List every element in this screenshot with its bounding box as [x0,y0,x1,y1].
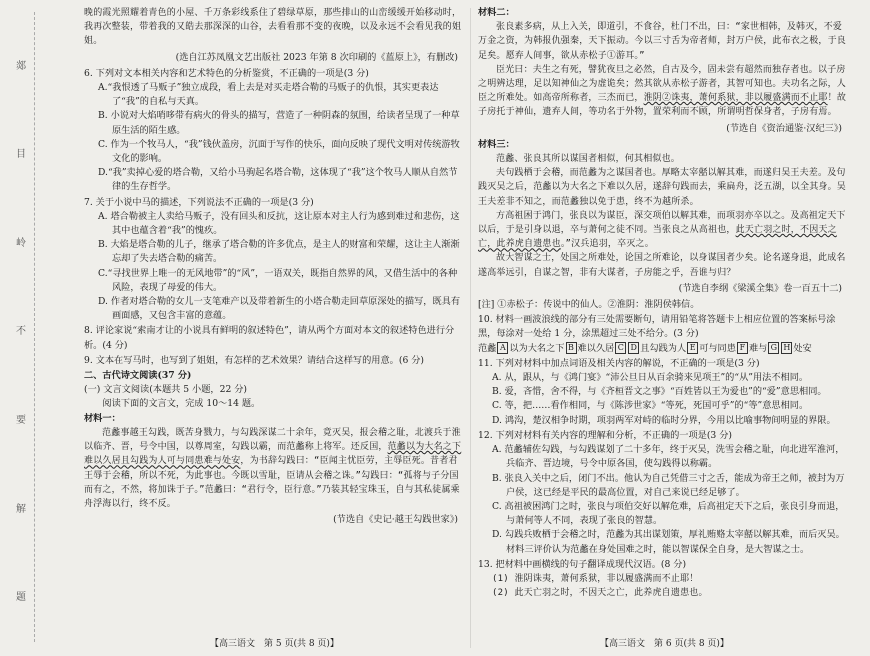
q7-option-a: A. 塔合勒被主人卖给马贩子，没有回头和反抗，这让原本对主人行为感到难过和悲伤，这其中也蕴含着“我”的愧疚。 [98,210,460,237]
q13-item-1: (1) 淮阴诛夷，萧何系狱，非以履盛满而不止耶！ [492,573,699,584]
q7-option-b: B. 大焰是塔合勒的儿子，继承了塔合勒的许多优点，是主人的财富和荣耀，这让主人渐渐忘却了失去塔合勒的痛苦。 [98,239,460,265]
story-ending: 晚的霞光照耀着青色的小屋、千万条彩线系住了碧绿草原，那些排山的山峦缓缓开始移动时，我再次整装，带着我的又皓去那深深的山谷，去看看那不变的夜晚，以及永远不会看见我的姐姐。 [84,8,462,47]
material-2-text-a: 张良素多病，从上入关，即道引，不食谷，杜门不出，曰：“家世相韩，及韩灭，不爱万金之资，为韩报仇强秦，天下振动。今以三寸舌为帝者师，封万户侯，此布衣之极，于良足矣。愿弃人间事，欲从赤松子①游耳。” [478,22,847,61]
q6-option-b: B. 小说对大焰哨哆带有病火的骨头的描写，营造了一种阴森的氛围，给读者呈现了一种草原生活的陌生感。 [98,110,460,136]
right-page [478,6,848,600]
q10-seg: 难以久居 [577,342,615,354]
question-6: 6. 下列对文本相关内容和艺术特色的分析鉴赏，不正确的一项是(3 分) [84,67,369,79]
q6-option-a: A.“我恨透了马贩子”独立成段，看上去是对买走塔合勒的马贩子的仇恨，其实更表达了“我”的自私与天真。 [98,82,439,108]
material-3-text-c [478,209,848,252]
q11-option-a: A. 从，跟从，与《鸿门宴》“沛公旦日从百余骑来见项王”的“从”用法不相同。 [492,372,809,384]
margin-char: 岭 [16,237,26,249]
right-page-footer: 【高三语文 第 6 页(共 8 页)】 [600,639,729,649]
material-2-source: (节选自《资治通鉴·汉纪三》) [726,122,842,134]
q13-item-2: (2) 此天亡羽之时，不因天之亡，此养虎自遗患也。 [492,588,708,599]
q12-option-d: D. 勾践兵败栖于会稽之时，范蠡为其出谋划策，厚礼贿赂太宰嚭以解其难，而后灭吴。材料三评价认为范蠡在身处国难之时，能以智谋保全自身，是大智谋之士。 [492,529,845,555]
material-3-text-a: 范蠡、张良其所以谋国者相似，何其相似也。 [496,154,681,165]
material-2-part-b: 臣光曰：夫生之有死，譬犹夜旦之必然，自古及今，固未尝有超然而独存者也。以子房之明辨达理，足以知神仙之为虚诡矣；然其欲从赤松子游者，其智可知也。夫功名之际，人臣之所难处。如高帝所称者，三杰而已， [478,64,847,104]
break-box-c[interactable]: C [615,342,626,354]
q10-seg: 以为大名之下 [509,342,565,354]
material-1-label: 材料一： [84,412,121,424]
break-box-g[interactable]: G [768,342,779,354]
margin-char: 题 [16,592,26,604]
material-2-label: 材料二： [478,7,515,18]
q10-seg: 可与同患 [699,342,736,354]
section-heading: 二、古代诗文阅读(37 分) [84,370,192,382]
q6-option-c: C. 作为一个牧马人，“我”钱伙盖房，沉面于写作的快乐，面向反映了现代文明对传统游牧文化的影响。 [98,138,460,165]
q10-seg: 且勾践为人 [640,342,687,354]
q12-option-b: B. 张良入关中之后，闭门不出。他认为自己凭借三寸之舌，能成为帝王之师，被封为万户侯，这已经是平民的最高位置，对自己来说已经足够了。 [492,472,845,498]
material-1-source: (节选自《史记·越王勾践世家》) [333,514,458,526]
q7-option-d: D. 作者对塔合勒的女儿一支笔难产以及带着新生的小塔合勒走回草原深处的描写，既具有画面感，又包含丰富的意蕴。 [98,296,461,322]
q10-sentence [478,342,848,356]
material-1-part-b: ，为书辞勾践曰：“臣闻主忧臣劳，主辱臣死。昔者君王辱于会稽，所以不死，为此事也。今既以雪耻，臣请从会稽之诛。”勾践曰：“孤将与子分国而有之，不然，将加诛于子。”范蠡曰：“君行令，臣行意。”乃装其轻宝珠玉，自与其私徒属乘舟浮海以行，终不反。 [84,456,460,509]
material-3-underline: 此天亡羽之时，不因天之亡，此养虎自遗患也 [478,225,837,250]
margin-char: 郯 [16,60,26,72]
question-10: 10. 材料一画波浪线的部分有三处需要断句，请用铅笔将答题卡上相应位置的答案标号涂黑，每涂对一处给 1 分，涂黑超过三处不给分。(3 分) [478,314,836,340]
q11-option-c: C. 等，把……看作相同，与《陈涉世家》“等死，死国可乎”的“等”意思相同。 [492,400,809,412]
page-divider [470,8,471,648]
q12-option-c: C. 高祖被困鸿门之时，张良与项伯交好以解危难，后高祖定天下之后，张良引身而退，与萧何等人不同，表现了张良的智慧。 [492,500,845,527]
question-8: 8. 评论家说“索南才让的小说具有鲜明的叙述特色”，请从两个方面对本文的叙述特色进行分析。(4 分) [84,325,455,351]
q7-option-c: C.“寻找世界上唯一的无风地带”的“风”，一语双关，既指自然界的风，又借生活中的各种风险，表现了母爱的伟大。 [98,267,458,293]
reading-instruction: 阅读下面的文言文，完成 10～14 题。 [102,398,261,410]
material-3-label: 材料三： [478,138,515,150]
left-page-footer: 【高三语文 第 5 页(共 8 页)】 [210,639,339,649]
material-3-text-e: 故大智谋之士，处国之所难处，论国之所难论，以身谋国者少矣。论名遂身退，此成名遂高举远引，自谋之智，非有大谋者，子房能之乎，吾谁与归？ [478,253,846,278]
q10-seg: 难与 [748,342,768,354]
binding-margin [12,20,30,640]
q10-seg: 范蠡 [478,342,497,354]
material-1-wavy-line: 范蠡以为大名之下难以久居且勾践为人可与同患难与处安 [84,442,462,467]
material-3-source: (节选自李纲《梁溪全集》卷一百五十二) [678,282,842,294]
margin-char: 要 [16,415,26,427]
q11-option-d: D. 鸿沟，楚汉相争时期，项羽两军对峙的临时分界，今用以比喻事物间明显的界限。 [492,414,836,426]
material-1-text [84,426,464,511]
question-12: 12. 下列对材料有关内容的理解和分析，不正确的一项是(3 分) [478,429,732,441]
question-13: 13. 把材料中画横线的句子翻译成现代汉语。(8 分) [478,558,687,570]
break-box-d[interactable]: D [628,342,639,354]
q6-option-d: D.“我”卖掉心爱的塔合勒，又给小马驹起名塔合勒，这体现了“我”这个牧马人顺从自然节律的生存哲学。 [98,167,458,193]
question-11: 11. 下列对材料中加点词语及相关内容的解说，不正确的一项是(3 分) [478,357,760,369]
subsection-heading: (一) 文言文阅读(本题共 5 小题，22 分) [84,384,247,396]
break-box-b[interactable]: B [566,342,577,354]
material-2-part-c: ！故子房托于神仙，遗弃人间，等功名于外物，置荣利而不顾，所谓明哲保身者，子房有焉。 [478,93,847,118]
break-box-h[interactable]: H [781,342,792,354]
question-7: 7. 关于小说中马的描述，下列说法不正确的一项是(3 分) [84,196,314,208]
material-2-text-b [478,63,848,120]
material-1-part-a: 范蠡事越王勾践，既苦身戮力，与勾践深谋二十余年，竟灭吴，报会稽之耻，北渡兵于淮以临齐、晋，号令中国，以尊周室，勾践以霸，而范蠡称上将军。还反国， [84,427,461,453]
q10-seg: 处安 [793,342,812,354]
annotation-note: [注] ①赤松子：传说中的仙人。②淮阴：淮阴侯韩信。 [478,299,700,311]
break-box-e[interactable]: E [687,342,698,354]
binding-line [34,12,35,642]
q12-option-a: A. 范蠡辅佐勾践，与勾践谋划了二十多年，终于灭吴，洗雪会稽之耻，向北进军淮河，兵临齐、晋边境，号令中原各国，使勾践得以称霸。 [492,444,845,470]
margin-char: 目 [16,149,26,161]
material-3-text-b: 夫句践栖于会稽，而范蠡为之谋国者也。厚略太宰嚭以解其难，而遂归吴王夫差。及句践灭吴之后，范蠡以为大名之下难以久居，遂辞句践而去，乘扁舟，泛五湖，以全其身。吴王夫差非不知之，而范蠡独以免于患，终不为越所杀。 [478,168,847,207]
q11-option-b: B. 爱，吝惜，舍不得，与《齐桓晋文之事》“百姓皆以王为爱也”的“爱”意思相同。 [492,386,827,398]
margin-char: 解 [16,503,26,515]
material-3-part-d: 。”汉兵追羽，卒灭之。 [560,239,654,250]
story-source: (选自江苏凤凰文艺出版社 2023 年第 8 次印刷的《蓝原上》，有删改) [175,51,458,63]
question-9: 9. 文本在写马时，也写到了姐姐，有怎样的艺术效果？请结合这样写的用意。(6 分) [84,354,424,366]
break-box-a[interactable]: A [497,342,508,354]
material-2-underline: 淮阴②诛夷，萧何系狱，非以履盛满而不止耶 [643,93,828,104]
left-page [84,6,464,529]
margin-char: 不 [16,326,26,338]
material-3-part-c: 方高祖困于鸿门，张良以为谋臣，深交项伯以解其难，而项羽亦卒以之。及高祖定天下以后，于是引身以退，卒与萧何之徒不同。当张良之从高祖也， [478,210,846,236]
break-box-f[interactable]: F [737,342,748,354]
